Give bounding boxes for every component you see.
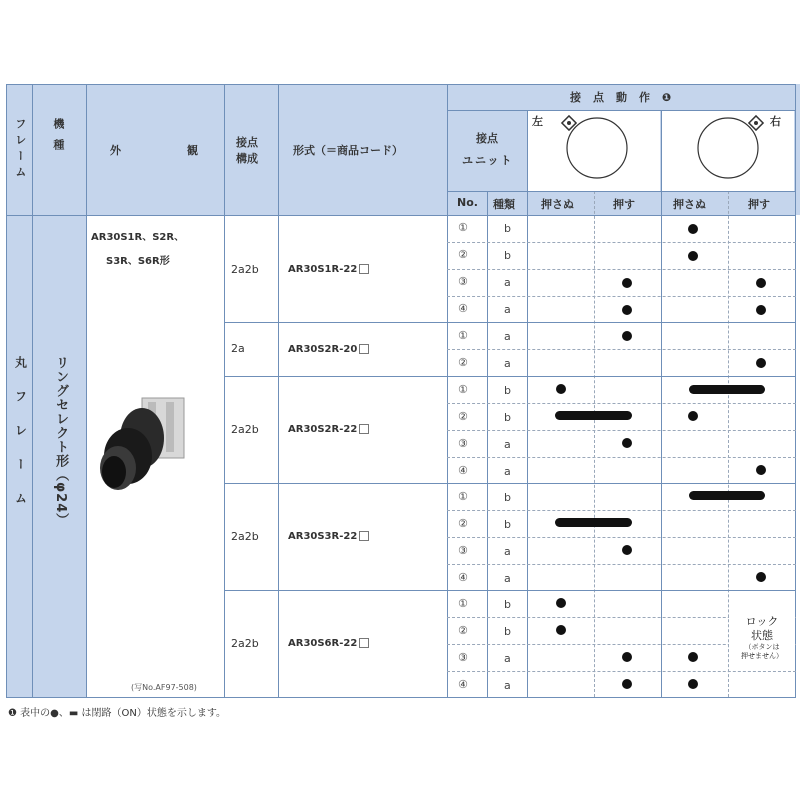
right-release-header: 押さぬ: [673, 198, 706, 211]
kind-value: リングセレクト形（φ24）: [53, 356, 69, 528]
type-header: 種類: [493, 198, 515, 211]
closed-dot: [688, 679, 698, 689]
group-config: 2a2b: [231, 530, 259, 543]
appearance-caption-1: AR30S1R、S2R、: [91, 232, 185, 243]
closed-bar: [555, 411, 632, 420]
row-no: ③: [458, 544, 468, 557]
grid-v: [6, 84, 7, 697]
left-press-header: 押す: [613, 198, 635, 211]
row-type: a: [504, 438, 511, 451]
appearance-header-1: 外: [110, 144, 121, 157]
row-no: ④: [458, 464, 468, 477]
closed-dot: [622, 305, 632, 315]
grid-dv: [594, 191, 595, 697]
closed-dot: [756, 278, 766, 288]
row-no: ②: [458, 248, 468, 261]
contact-unit-header-1: 接点: [476, 132, 498, 145]
closed-dot: [688, 224, 698, 234]
row-no: ③: [458, 651, 468, 664]
no-header: No.: [457, 196, 478, 209]
closed-bar: [555, 518, 632, 527]
row-type: b: [504, 411, 511, 424]
row-type: a: [504, 276, 511, 289]
row-no: ②: [458, 517, 468, 530]
model-header: 形式（＝商品コード）: [293, 144, 403, 157]
row-sep: [447, 269, 796, 270]
left-release-header: 押さぬ: [541, 198, 574, 211]
grid-h: [224, 483, 796, 484]
row-type: a: [504, 652, 511, 665]
closed-dot: [688, 251, 698, 261]
group-model: AR30S6R-22: [288, 638, 369, 649]
grid-h: [6, 215, 796, 216]
left-label: 左: [532, 115, 543, 128]
contact-config-header-1: 接点: [236, 136, 258, 149]
closed-dot: [622, 679, 632, 689]
row-type: a: [504, 545, 511, 558]
row-type: b: [504, 491, 511, 504]
row-sep: [447, 403, 796, 404]
group-config: 2a2b: [231, 423, 259, 436]
grid-h: [447, 110, 796, 111]
row-no: ①: [458, 597, 468, 610]
lock-label-3: （ボタンは: [744, 643, 780, 651]
footnote: ❶ 表中の●、▬ は閉路（ON）状態を示します。: [8, 708, 227, 719]
row-sep: [447, 537, 796, 538]
lock-state-note: [729, 615, 795, 661]
row-type: a: [504, 679, 511, 692]
row-type: b: [504, 625, 511, 638]
right-label: 右: [770, 115, 781, 128]
row-type: a: [504, 303, 511, 316]
grid-v: [487, 191, 488, 697]
lock-label-1: ロック: [745, 615, 779, 628]
row-no: ①: [458, 383, 468, 396]
row-type: a: [504, 357, 511, 370]
row-no: ③: [458, 437, 468, 450]
row-no: ③: [458, 275, 468, 288]
row-sep: [447, 510, 796, 511]
row-sep: [447, 430, 796, 431]
grid-h: [224, 376, 796, 377]
grid-v: [278, 84, 279, 697]
row-type: b: [504, 222, 511, 235]
row-sep: [447, 296, 796, 297]
right-dial-icon: [690, 112, 770, 182]
group-config: 2a2b: [231, 263, 259, 276]
row-sep: [447, 349, 796, 350]
closed-dot: [756, 305, 766, 315]
row-type: b: [504, 249, 511, 262]
grid-v: [795, 84, 796, 697]
group-model: AR30S1R-22: [288, 264, 369, 275]
lock-label-4: 押せません）: [741, 652, 783, 660]
right-press-header: 押す: [748, 198, 770, 211]
row-no: ②: [458, 624, 468, 637]
grid-h: [224, 590, 796, 591]
grid-h: [6, 697, 796, 698]
row-no: ②: [458, 356, 468, 369]
appearance-caption-2: S3R、S6R形: [106, 256, 170, 267]
closed-dot: [756, 572, 766, 582]
group-model: AR30S2R-20: [288, 344, 369, 355]
closed-dot: [756, 465, 766, 475]
closed-dot: [622, 438, 632, 448]
lock-label-2: 状態: [751, 629, 773, 642]
closed-dot: [688, 652, 698, 662]
row-type: a: [504, 572, 511, 585]
contact-unit-header-2: ユニット: [462, 154, 514, 167]
group-model: AR30S2R-22: [288, 424, 369, 435]
frame-header: フレーム: [13, 118, 27, 182]
row-type: a: [504, 330, 511, 343]
grid-h: [224, 322, 796, 323]
closed-dot: [556, 384, 566, 394]
closed-dot: [622, 278, 632, 288]
row-sep: [447, 457, 796, 458]
closed-dot: [756, 358, 766, 368]
row-sep: [447, 564, 796, 565]
grid-v: [32, 84, 33, 697]
row-no: ①: [458, 329, 468, 342]
grid-v: [86, 84, 87, 697]
closed-dot: [688, 411, 698, 421]
row-no: ①: [458, 221, 468, 234]
closed-bar: [689, 385, 765, 394]
closed-dot: [556, 625, 566, 635]
closed-dot: [622, 331, 632, 341]
closed-dot: [622, 545, 632, 555]
row-type: b: [504, 598, 511, 611]
closed-dot: [622, 652, 632, 662]
closed-bar: [689, 491, 765, 500]
grid-v: [447, 84, 448, 697]
contact-config-header-2: 構成: [236, 152, 258, 165]
row-type: b: [504, 384, 511, 397]
row-type: b: [504, 518, 511, 531]
row-no: ④: [458, 678, 468, 691]
row-type: a: [504, 465, 511, 478]
group-config: 2a: [231, 342, 245, 355]
grid-v: [224, 84, 225, 697]
row-no: ④: [458, 302, 468, 315]
appearance-header-2: 観: [187, 144, 198, 157]
group-config: 2a2b: [231, 637, 259, 650]
row-sep: [447, 671, 796, 672]
left-dial-icon: [555, 112, 635, 182]
kind-header: 機種: [51, 118, 65, 160]
row-no: ①: [458, 490, 468, 503]
photo-credit: (写No.AF97-508): [131, 683, 197, 692]
grid-h: [6, 84, 796, 85]
row-no: ②: [458, 410, 468, 423]
row-sep: [447, 242, 796, 243]
product-photo: [92, 390, 192, 500]
contact-action-header: 接点動作❶: [570, 91, 672, 104]
grid-h: [447, 191, 796, 192]
frame-value: 丸フレーム: [13, 356, 28, 526]
row-no: ④: [458, 571, 468, 584]
group-model: AR30S3R-22: [288, 531, 369, 542]
closed-dot: [556, 598, 566, 608]
